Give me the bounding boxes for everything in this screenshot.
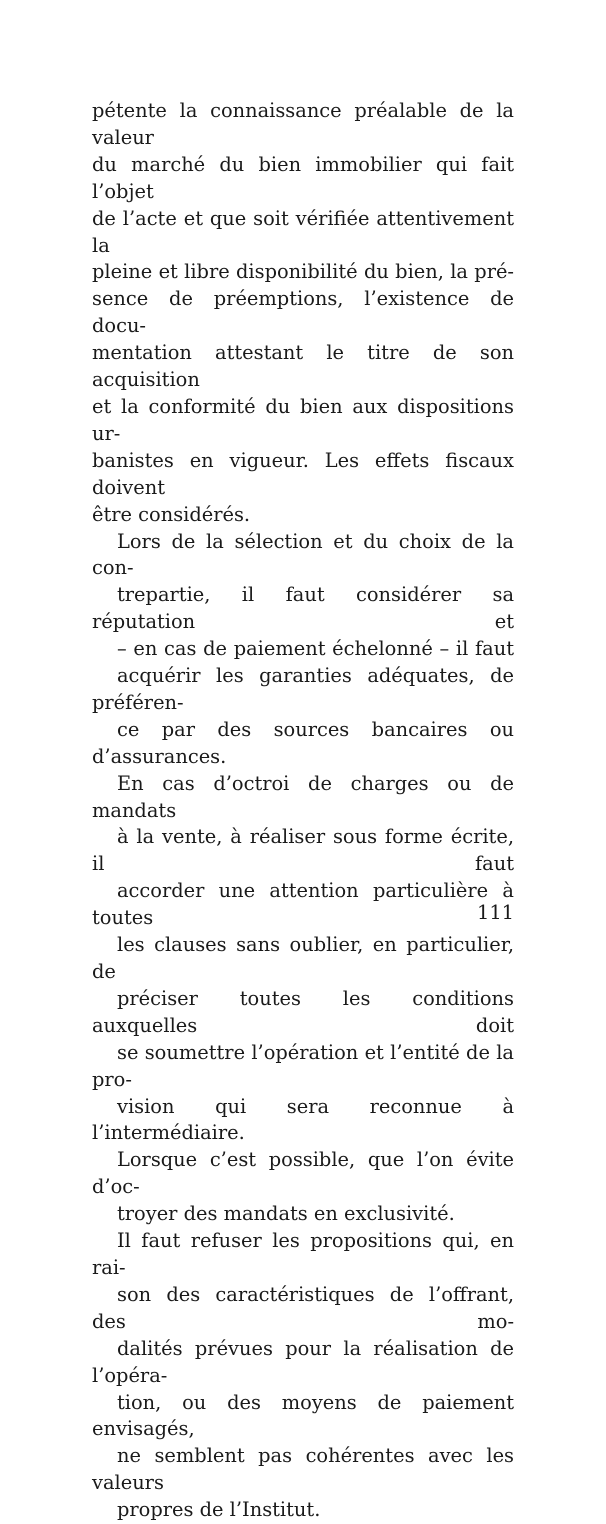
- text-line: ce par des sources bancaires ou d’assurances.: [92, 717, 514, 768]
- paragraph-2: [92, 529, 514, 771]
- text-line: vision qui sera reconnue à l’intermédiaire.: [92, 1094, 514, 1145]
- text-line: propres de l’Institut.: [117, 1498, 321, 1522]
- page-number: 111: [476, 901, 514, 924]
- text-line: dalités prévues pour la réalisation de l’opéra-: [92, 1336, 514, 1387]
- text-line: Il faut refuser les propositions qui, en rai-: [92, 1229, 514, 1279]
- text-line: être considérés.: [92, 502, 251, 526]
- text-line: sence de préemptions, l’existence de docu-: [92, 287, 514, 338]
- page-body: [92, 98, 514, 1524]
- text-line: troyer des mandats en exclusivité.: [117, 1202, 455, 1226]
- paragraph-3: [92, 771, 514, 1228]
- text-line: banistes en vigueur. Les effets fiscaux doivent: [92, 448, 514, 499]
- text-line: et la conformité du bien aux dispositions ur-: [92, 394, 514, 445]
- text-line: pleine et libre disponibilité du bien, la pré-: [92, 260, 514, 284]
- text-line: préciser toutes les conditions auxquelles doit: [92, 986, 514, 1037]
- text-line: Lors de la sélection et du choix de la con-: [92, 529, 514, 580]
- text-line: acquérir les garanties adéquates, de préféren-: [92, 664, 514, 714]
- paragraph-1: [92, 98, 514, 529]
- paragraph-4: [92, 1228, 514, 1524]
- text-line: de l’acte et que soit vérifiée attentivement la: [92, 206, 514, 257]
- text-line: se soumettre l’opération et l’entité de la pro-: [92, 1040, 514, 1091]
- text-line: ne semblent pas cohérentes avec les valeurs: [92, 1444, 514, 1495]
- text-line: trepartie, il faut considérer sa réputation et: [92, 583, 514, 634]
- text-line: En cas d’octroi de charges ou de mandats: [92, 771, 514, 822]
- text-line: mentation attestant le titre de son acquisition: [92, 341, 514, 392]
- text-line: du marché du bien immobilier qui fait l’objet: [92, 152, 514, 203]
- text-line: à la vente, à réaliser sous forme écrite, il faut: [92, 825, 514, 876]
- text-line: les clauses sans oublier, en particulier, de: [92, 933, 514, 983]
- text-line: tion, ou des moyens de paiement envisagés,: [92, 1390, 514, 1441]
- text-line: – en cas de paiement échelonné – il faut: [117, 637, 514, 661]
- text-line: accorder une attention particulière à toutes: [92, 879, 514, 930]
- text-line: son des caractéristiques de l’offrant, des mo-: [92, 1282, 514, 1333]
- text-line: pétente la connaissance préalable de la valeur: [92, 99, 514, 149]
- text-line: Lorsque c’est possible, que l’on évite d’oc-: [92, 1148, 514, 1199]
